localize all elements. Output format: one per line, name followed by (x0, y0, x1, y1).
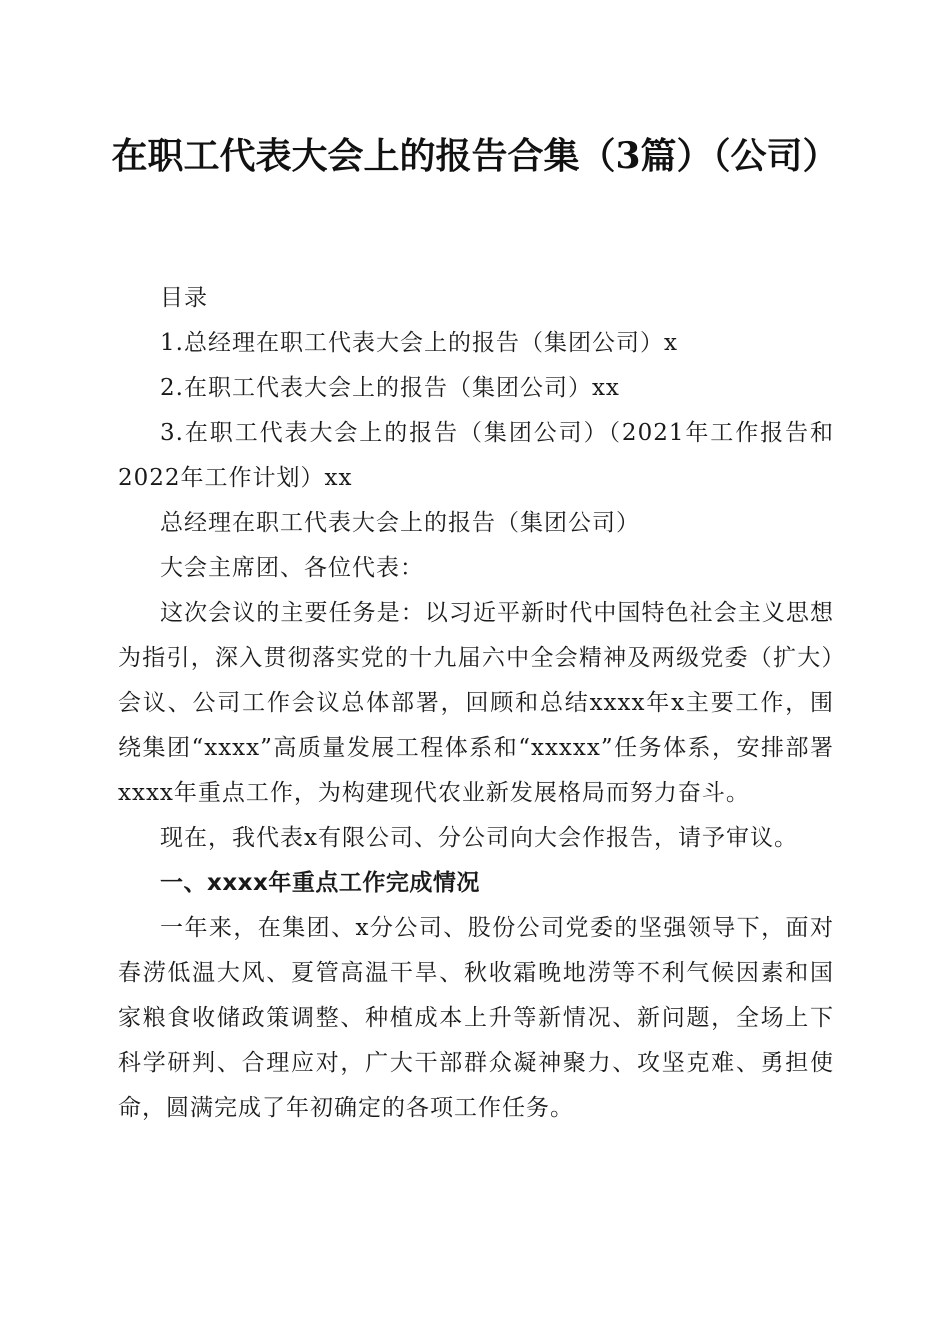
section-heading: 一、xxxx年重点工作完成情况 (160, 870, 480, 896)
report-title: 总经理在职工代表大会上的报告（集团公司） (160, 510, 640, 536)
paragraph-report-intro: 现在，我代表x有限公司、分公司向大会作报告，请予审议。 (160, 825, 798, 851)
paragraph-tasks: 这次会议的主要任务是：以习近平新时代中国特色社会主义思想为指引，深入贯彻落实党的十九届六中全会精神及两级党委（扩大）会议、公司工作会议总体部署，回顾和总结xxxx年x主要工作，围绕集团“xxxx”高质量发展工程体系和“xxxxx”任务体系，安排部署xxxx年重点工作，为构建现代农业新发展格局而努力奋斗。 (118, 600, 834, 806)
document-title: 在职工代表大会上的报告合集（3篇）（公司） (111, 135, 839, 177)
toc-label: 目录 (160, 285, 208, 311)
toc-item-1: 1.总经理在职工代表大会上的报告（集团公司）x (160, 330, 678, 356)
toc-item-3: 3.在职工代表大会上的报告（集团公司）（2021年工作报告和2022年工作计划）xx (118, 420, 834, 491)
document-body (118, 276, 834, 1131)
salutation: 大会主席团、各位代表： (160, 555, 424, 581)
toc-item-2: 2.在职工代表大会上的报告（集团公司）xx (160, 375, 620, 401)
section-paragraph: 一年来，在集团、x分公司、股份公司党委的坚强领导下，面对春涝低温大风、夏管高温干旱、秋收霜晚地涝等不利气候因素和国家粮食收储政策调整、种植成本上升等新情况、新问题，全场上下科学研判、合理应对，广大干部群众凝神聚力、攻坚克难、勇担使命，圆满完成了年初确定的各项工作任务。 (118, 915, 834, 1121)
